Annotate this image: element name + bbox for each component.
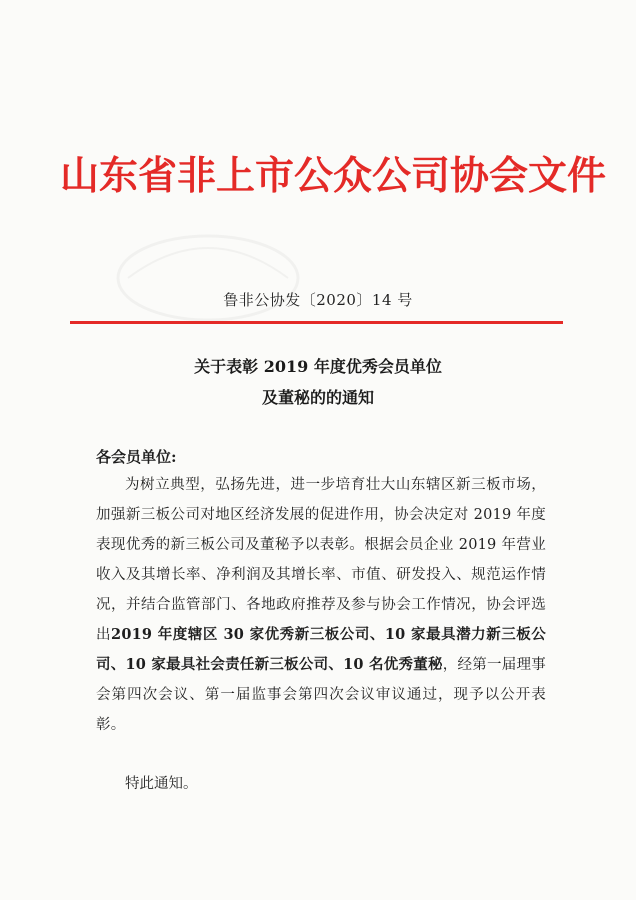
closing-line: 特此通知。 xyxy=(125,776,198,792)
notice-title-line-2: 及董秘的的通知 xyxy=(261,388,374,407)
faint-seal-impression xyxy=(108,218,308,328)
red-divider-line xyxy=(70,321,563,324)
body-paragraph xyxy=(96,470,546,740)
notice-title-line-1: 关于表彰 2019 年度优秀会员单位 xyxy=(194,357,442,376)
masthead-title: 山东省非上市公众公司协会文件 xyxy=(60,154,607,199)
salutation: 各会员单位: xyxy=(96,448,177,466)
body-text-bold: 2019 年度辖区 30 家优秀新三板公司、10 家最具潜力新三板公司、10 家最具社会责任新三板公司、10 名优秀董秘 xyxy=(96,626,546,673)
notice-body xyxy=(96,470,546,740)
body-text-part-1: 为树立典型，弘扬先进，进一步培育壮大山东辖区新三板市场，加强新三板公司对地区经济发展的促进作用，协会决定对 2019 年度表现优秀的新三板公司及董秘予以表彰。根据会员企业 2019 年营业收入及其增长率、净利润及其增长率、市值、研发投入、规范运作情况，并结合监管部门、各地政府推荐及参与协会工作情况，协会评选出 xyxy=(96,477,546,643)
document-number: 鲁非公协发〔2020〕14 号 xyxy=(223,291,413,309)
body-text-part-2: ，经第一届理事会第四次会议、第一届监事会第四次会议审议通过，现予以公开表彰。 xyxy=(96,657,546,733)
